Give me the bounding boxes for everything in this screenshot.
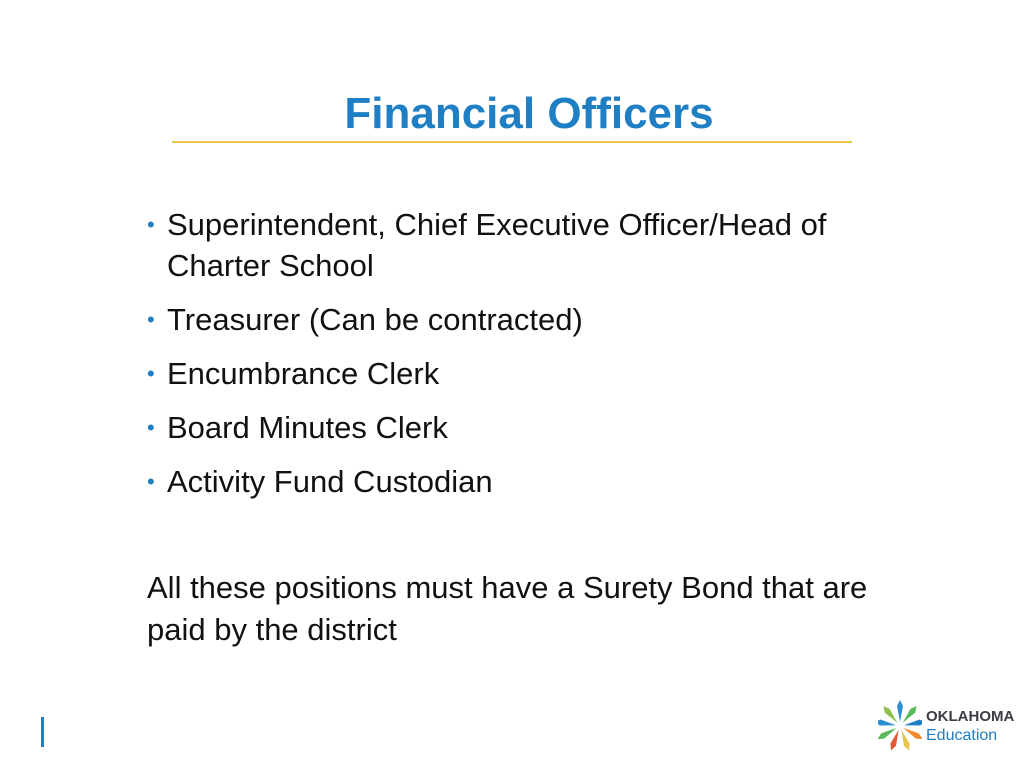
title-underline [172, 141, 852, 143]
bullet-item [146, 353, 926, 394]
bullet-text: Treasurer (Can be contracted) [167, 302, 583, 337]
bullet-icon: • [147, 361, 155, 386]
accent-bar [41, 717, 44, 747]
oklahoma-education-star-logo-icon [878, 698, 922, 754]
logo-line-oklahoma: OKLAHOMA [926, 708, 1015, 725]
bullet-text: Superintendent, Chief Executive Officer/Head of Charter School [167, 207, 827, 283]
oklahoma-education-logo [878, 698, 1015, 756]
slide-title: Financial Officers [344, 89, 714, 138]
bullet-item [146, 407, 926, 448]
bullet-text: Encumbrance Clerk [167, 356, 440, 391]
bullet-item [146, 299, 926, 340]
bullet-item [146, 204, 926, 286]
bullet-item [146, 461, 926, 502]
surety-bond-note: All these positions must have a Surety Bond that are paid by the district [147, 570, 868, 647]
bullet-text: Board Minutes Clerk [167, 410, 448, 445]
bullet-icon: • [147, 469, 155, 494]
bullet-list [146, 204, 926, 515]
bullet-icon: • [147, 415, 155, 440]
logo-line-education: Education [926, 727, 998, 744]
bullet-text: Activity Fund Custodian [167, 464, 493, 499]
bullet-icon: • [147, 307, 155, 332]
bullet-icon: • [147, 212, 155, 237]
